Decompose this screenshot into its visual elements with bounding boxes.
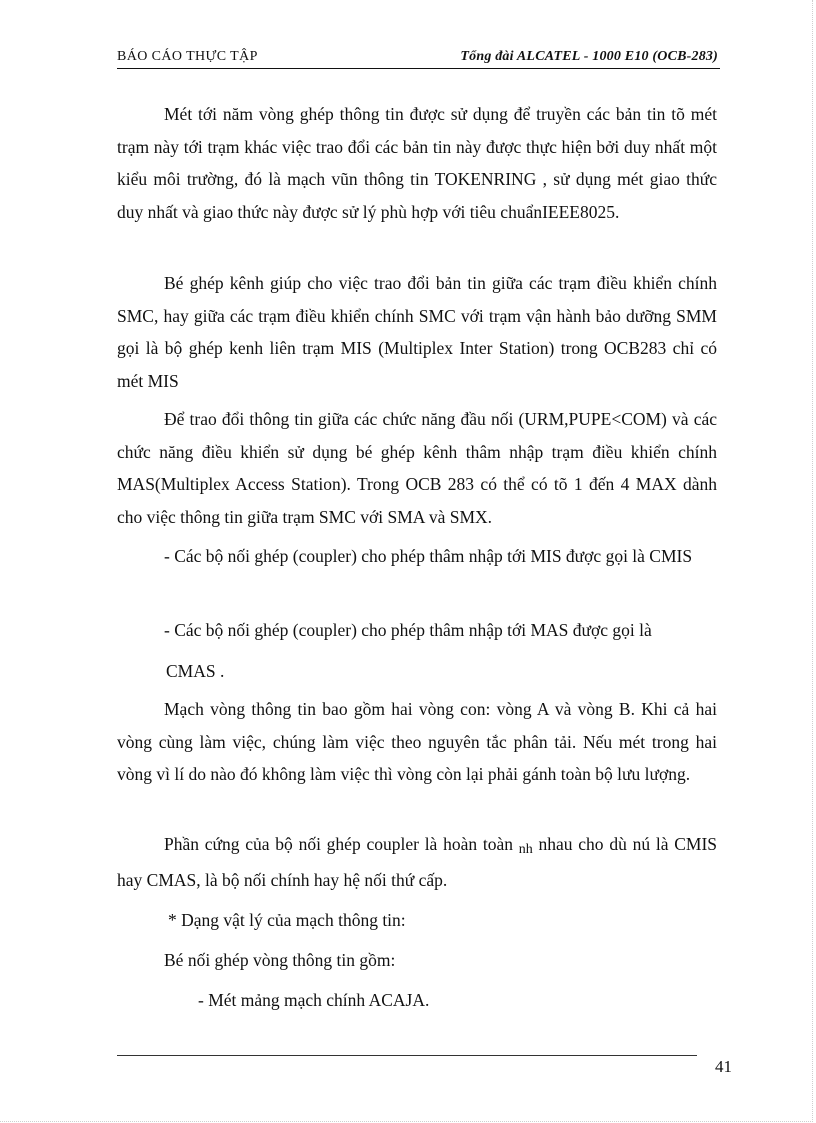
coupler-text-start: Phần cứng của bộ nối ghép coupler là hoàn toàn bbox=[164, 834, 513, 854]
paragraph-ring-loops: Mạch vòng thông tin bao gồm hai vòng con: vòng A và vòng B. Khi cả hai vòng cùng làm việc, chúng làm việc theo nguyên tắc phân tải. Nếu mét trong hai vòng vì lí do nào đó không làm việc thì vòng còn lại phải gánh toàn bộ lưu lượng. bbox=[117, 699, 717, 784]
paragraph-mis: Bé ghép kênh giúp cho việc trao đổi bản tin giữa các trạm điều khiển chính SMC, hay giữa các trạm điều khiển chính SMC với trạm vận hành bảo dưỡng SMM gọi là bộ ghép kenh liên trạm MIS (Multiplex Inter Station) trong OCB283 chỉ có mét MIS bbox=[117, 273, 717, 391]
ring-coupler-intro: Bé nối ghép vòng thông tin gồm: bbox=[164, 950, 396, 970]
page-number: 41 bbox=[715, 1057, 732, 1076]
paragraph-ring-intro: Mét tới năm vòng ghép thông tin được sử dụng để truyền các bản tin tõ mét trạm này tới trạm khác việc trao đổi các bản tin này được thực hiện bởi duy nhất một kiểu môi trường, đó là mạch vũn thông tin TOKENRING , sử dụng mét giao thức duy nhất và giao thức này được sử lý phù hợp với tiêu chuẩnIEEE8025. bbox=[117, 104, 717, 222]
coupler-inline-note: nh bbox=[518, 842, 533, 857]
paragraph-cmis: - Các bộ nối ghép (coupler) cho phép thâm nhập tới MIS được gọi là CMIS bbox=[164, 546, 693, 566]
physical-form-heading: * Dạng vật lý của mạch thông tin: bbox=[168, 910, 406, 930]
page-header bbox=[117, 46, 720, 69]
acaja-board-item: - Mét mảng mạch chính ACAJA. bbox=[198, 990, 430, 1010]
paragraph-coupler-hardware bbox=[117, 828, 717, 896]
paragraph-cmas-term: CMAS . bbox=[166, 661, 225, 681]
footer-rule bbox=[117, 1055, 697, 1056]
header-report-title: BÁO CÁO THỰC TẬP bbox=[117, 49, 258, 64]
header-document-title: Tổng đài ALCATEL - 1000 E10 (OCB-283) bbox=[460, 49, 718, 64]
coupler-text-end: nhau cho dù nú là CMIS hay CMAS, là bộ nối chính hay hệ nối thứ cấp. bbox=[117, 834, 718, 890]
paragraph-mas: Để trao đổi thông tin giữa các chức năng đầu nối (URM,PUPE<COM) và các chức năng điều khiển sử dụng bé ghép kênh thâm nhập trạm điều khiển chính MAS(Multiplex Access Station). Trong OCB 283 có thể có tõ 1 đến 4 MAX dành cho việc thông tin giữa trạm SMC với SMA và SMX. bbox=[117, 409, 717, 527]
paragraph-cmas-line: - Các bộ nối ghép (coupler) cho phép thâm nhập tới MAS được gọi là bbox=[164, 620, 652, 640]
